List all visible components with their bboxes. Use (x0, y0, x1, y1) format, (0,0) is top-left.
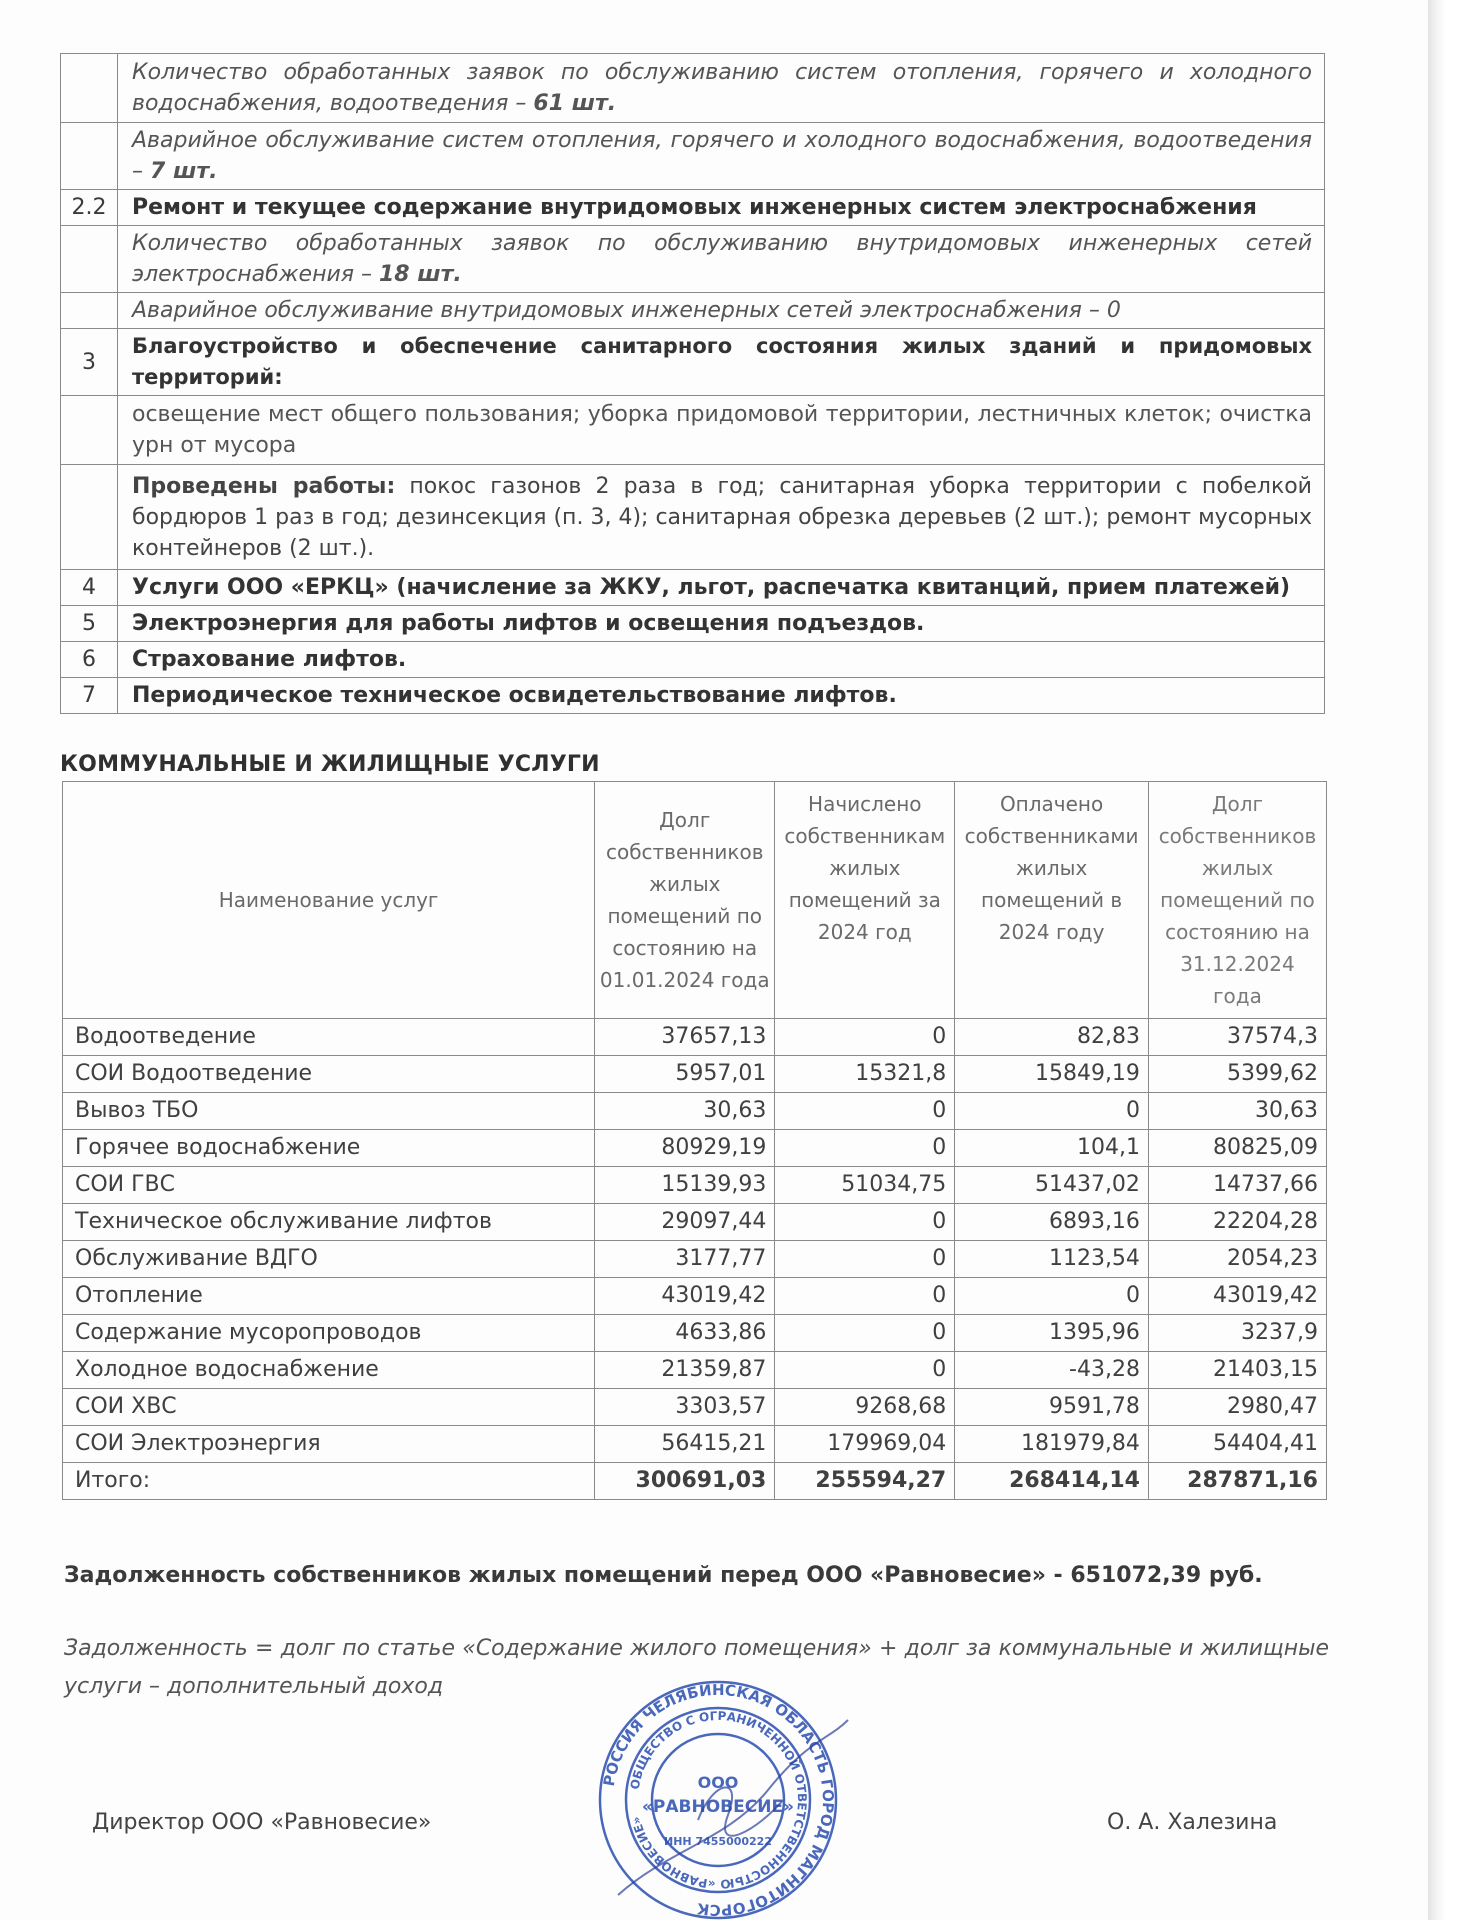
table-row (63, 1352, 1327, 1389)
amount-cell: 0 (775, 1241, 955, 1278)
table-row (61, 678, 1325, 714)
amount-cell: 3177,77 (595, 1241, 775, 1278)
stamp-outer-text: РОССИЯ ЧЕЛЯБИНСКАЯ ОБЛАСТЬ ГОРОД МАГНИТОГОРСК (599, 1680, 838, 1920)
service-name: Техническое обслуживание лифтов (63, 1204, 595, 1241)
stamp-center-top: ООО (697, 1773, 739, 1792)
table-row (61, 226, 1325, 293)
amount-cell: 37657,13 (595, 1019, 775, 1056)
amount-cell: 0 (775, 1093, 955, 1130)
amount-cell: 43019,42 (595, 1278, 775, 1315)
row-text: Услуги ООО «ЕРКЦ» (начисление за ЖКУ, льгот, распечатка квитанций, прием платежей) (118, 570, 1325, 606)
amount-cell: 268414,14 (955, 1463, 1149, 1500)
table-row (61, 570, 1325, 606)
amount-cell: 2980,47 (1148, 1389, 1326, 1426)
amount-cell: 21403,15 (1148, 1352, 1326, 1389)
row-text: Электроэнергия для работы лифтов и освещения подъездов. (118, 606, 1325, 642)
row-number: 4 (61, 570, 118, 606)
row-text-main: Аварийное обслуживание систем отопления, горячего и холодного водоснабжения, водоотведения – (132, 128, 1312, 184)
table-row (61, 606, 1325, 642)
service-name: Отопление (63, 1278, 595, 1315)
amount-cell: 21359,87 (595, 1352, 775, 1389)
table-row (63, 1019, 1327, 1056)
total-debt-line: Задолженность собственников жилых помещений перед ООО «Равновесие» - 651072,39 руб. (64, 1563, 1263, 1588)
service-name: Содержание мусоропроводов (63, 1315, 595, 1352)
total-row (63, 1463, 1327, 1500)
table-row (61, 396, 1325, 465)
column-header: Долг собственников жилых помещений по состоянию на 31.12.2024 года (1148, 782, 1326, 1019)
amount-cell: 0 (775, 1130, 955, 1167)
amount-cell: 0 (775, 1019, 955, 1056)
amount-cell: 179969,04 (775, 1426, 955, 1463)
table-row (63, 1426, 1327, 1463)
table-row (61, 329, 1325, 396)
works-table (60, 53, 1325, 714)
table-row (61, 123, 1325, 190)
table-row (61, 293, 1325, 329)
amount-cell: 6893,16 (955, 1204, 1149, 1241)
stamp-inn: ИНН 7455000222 (664, 1835, 772, 1848)
column-header: Долг собственников жилых помещений по состоянию на 01.01.2024 года (595, 782, 775, 1019)
amount-cell: 0 (955, 1278, 1149, 1315)
amount-cell: 300691,03 (595, 1463, 775, 1500)
amount-cell: 0 (775, 1278, 955, 1315)
service-name: Холодное водоснабжение (63, 1352, 595, 1389)
row-text: Благоустройство и обеспечение санитарного состояния жилых зданий и придомовых территорий: (118, 329, 1325, 396)
row-number (61, 293, 118, 329)
amount-cell: 37574,3 (1148, 1019, 1326, 1056)
table-row (63, 1315, 1327, 1352)
row-text (118, 465, 1325, 570)
table-row (63, 1204, 1327, 1241)
page-edge (1428, 0, 1446, 1920)
amount-cell: 30,63 (595, 1093, 775, 1130)
section-title: КОММУНАЛЬНЫЕ И ЖИЛИЩНЫЕ УСЛУГИ (60, 752, 600, 777)
amount-cell: 9591,78 (955, 1389, 1149, 1426)
column-header: Начислено собственникам жилых помещений за 2024 год (775, 782, 955, 1019)
amount-cell: -43,28 (955, 1352, 1149, 1389)
amount-cell: 51437,02 (955, 1167, 1149, 1204)
row-number (61, 396, 118, 465)
row-number (61, 465, 118, 570)
stamp-middle-text: ОБЩЕСТВО С ОГРАНИЧЕННОЙ ОТВЕТСТВЕННОСТЬЮ «РАВНОВЕСИЕ» (627, 1708, 810, 1892)
row-text: Страхование лифтов. (118, 642, 1325, 678)
amount-cell: 0 (775, 1204, 955, 1241)
table-row (63, 1389, 1327, 1426)
amount-cell: 15849,19 (955, 1056, 1149, 1093)
row-number (61, 226, 118, 293)
table-row (61, 190, 1325, 226)
row-text: Периодическое техническое освидетельствование лифтов. (118, 678, 1325, 714)
table-row (63, 1130, 1327, 1167)
amount-cell: 82,83 (955, 1019, 1149, 1056)
table-row (61, 465, 1325, 570)
amount-cell: 15321,8 (775, 1056, 955, 1093)
row-text: освещение мест общего пользования; уборка придомовой территории, лестничных клеток; очистка урн от мусора (118, 396, 1325, 465)
services-table (62, 781, 1327, 1500)
service-name: Обслуживание ВДГО (63, 1241, 595, 1278)
amount-cell: 22204,28 (1148, 1204, 1326, 1241)
amount-cell: 255594,27 (775, 1463, 955, 1500)
table-row (63, 1278, 1327, 1315)
row-number: 2.2 (61, 190, 118, 226)
row-number (61, 123, 118, 190)
column-header: Наименование услуг (63, 782, 595, 1019)
row-text (118, 226, 1325, 293)
amount-cell: 43019,42 (1148, 1278, 1326, 1315)
row-text: Аварийное обслуживание внутридомовых инженерных сетей электроснабжения – 0 (118, 293, 1325, 329)
table-row (61, 54, 1325, 123)
amount-cell: 51034,75 (775, 1167, 955, 1204)
row-number (61, 54, 118, 123)
service-name: Вывоз ТБО (63, 1093, 595, 1130)
amount-cell: 54404,41 (1148, 1426, 1326, 1463)
amount-cell: 181979,84 (955, 1426, 1149, 1463)
amount-cell: 104,1 (955, 1130, 1149, 1167)
row-count: 18 шт. (378, 262, 462, 287)
amount-cell: 14737,66 (1148, 1167, 1326, 1204)
amount-cell: 0 (775, 1315, 955, 1352)
director-label: Директор ООО «Равновесие» (92, 1810, 432, 1835)
amount-cell: 4633,86 (595, 1315, 775, 1352)
amount-cell: 1123,54 (955, 1241, 1149, 1278)
signer-name: О. А. Халезина (1107, 1810, 1278, 1835)
amount-cell: 56415,21 (595, 1426, 775, 1463)
amount-cell: 30,63 (1148, 1093, 1326, 1130)
row-text-main: Количество обработанных заявок по обслуживанию внутридомовых инженерных сетей электроснабжения – (132, 231, 1312, 287)
service-name: СОИ ГВС (63, 1167, 595, 1204)
service-name: Итого: (63, 1463, 595, 1500)
column-header: Оплачено собственниками жилых помещений в 2024 году (955, 782, 1149, 1019)
table-header-row (63, 782, 1327, 1019)
amount-cell: 2054,23 (1148, 1241, 1326, 1278)
row-text (118, 123, 1325, 190)
services-table-body (63, 1019, 1327, 1500)
service-name: Горячее водоснабжение (63, 1130, 595, 1167)
amount-cell: 1395,96 (955, 1315, 1149, 1352)
amount-cell: 3237,9 (1148, 1315, 1326, 1352)
table-row (63, 1093, 1327, 1130)
row-number: 6 (61, 642, 118, 678)
amount-cell: 9268,68 (775, 1389, 955, 1426)
row-text (118, 54, 1325, 123)
table-row (63, 1167, 1327, 1204)
service-name: СОИ Водоотведение (63, 1056, 595, 1093)
amount-cell: 5957,01 (595, 1056, 775, 1093)
stamp-center-name: «РАВНОВЕСИЕ» (641, 1797, 795, 1817)
service-name: Водоотведение (63, 1019, 595, 1056)
amount-cell: 0 (955, 1093, 1149, 1130)
row-count: 61 шт. (533, 91, 617, 116)
amount-cell: 287871,16 (1148, 1463, 1326, 1500)
table-row (63, 1056, 1327, 1093)
amount-cell: 29097,44 (595, 1204, 775, 1241)
company-stamp (578, 1680, 858, 1920)
table-row (63, 1241, 1327, 1278)
row-number: 7 (61, 678, 118, 714)
works-label: Проведены работы: (132, 473, 396, 499)
row-text-main: Количество обработанных заявок по обслуживанию систем отопления, горячего и холодного водоснабжения, водоотведения – (132, 60, 1312, 116)
amount-cell: 5399,62 (1148, 1056, 1326, 1093)
service-name: СОИ ХВС (63, 1389, 595, 1426)
row-number: 5 (61, 606, 118, 642)
table-row (61, 642, 1325, 678)
debt-formula: Задолженность = долг по статье «Содержание жилого помещения» + долг за коммунальные и жилищные услуги – дополнительный доход (64, 1636, 1329, 1699)
amount-cell: 3303,57 (595, 1389, 775, 1426)
row-number: 3 (61, 329, 118, 396)
row-count: 7 шт. (150, 159, 218, 184)
works-text: покос газонов 2 раза в год; санитарная уборка территории с побелкой бордюров 1 раз в год; дезинсекция (п. 3, 4); санитарная обрезка деревьев (2 шт.); ремонт мусорных контейнеров (2 шт.). (132, 473, 1312, 561)
row-text: Ремонт и текущее содержание внутридомовых инженерных систем электроснабжения (118, 190, 1325, 226)
amount-cell: 80929,19 (595, 1130, 775, 1167)
amount-cell: 15139,93 (595, 1167, 775, 1204)
amount-cell: 0 (775, 1352, 955, 1389)
service-name: СОИ Электроэнергия (63, 1426, 595, 1463)
amount-cell: 80825,09 (1148, 1130, 1326, 1167)
